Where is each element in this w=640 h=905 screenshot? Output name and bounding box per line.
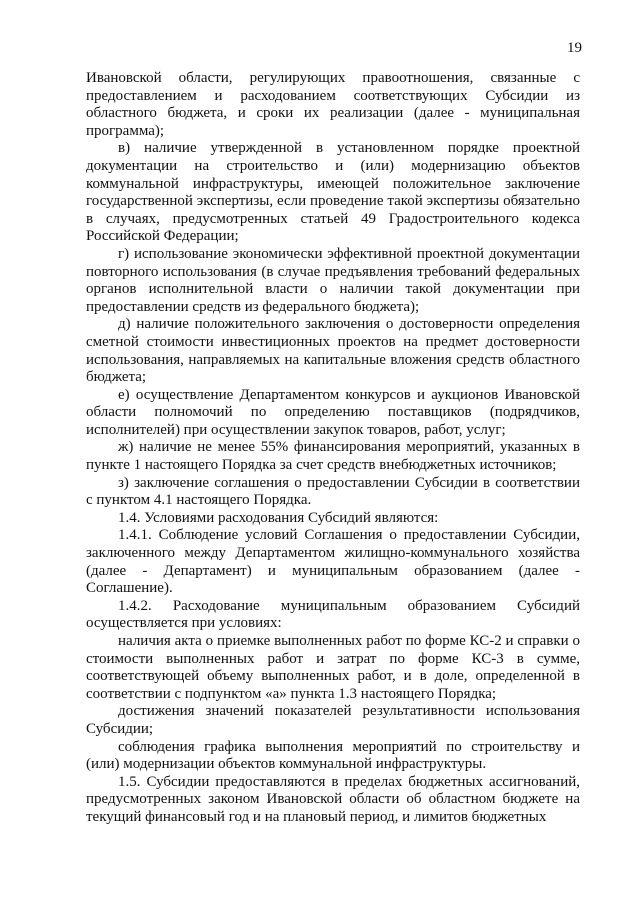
paragraph-1-4-1: 1.4.1. Соблюдение условий Соглашения о предоставлении Субсидии, заключенного между Департаментом жилищно-коммунального хозяйства (далее - Департамент) и муниципальным образованием (далее - Соглашение).	[86, 527, 580, 597]
paragraph-item-g: г) использование экономически эффективной проектной документации повторного использования (в случае предъявления требований федеральных органов исполнительной власти о наличии такой документации при предоставлении средств из федерального бюджета);	[86, 245, 580, 315]
paragraph-municipal-program: Ивановской области, регулирующих правоотношения, связанные с предоставлением и расходованием соответствующих Субсидии из областного бюджета, и сроки их реализации (далее - муниципальная программа);	[86, 70, 580, 139]
paragraph-condition-indicators: достижения значений показателей результативности использования Субсидии;	[86, 703, 580, 737]
paragraph-item-e: е) осуществление Департаментом конкурсов и аукционов Ивановской области полномочий по определению поставщиков (подрядчиков, исполнителей) при осуществлении закупок товаров, работ, услуг;	[86, 386, 580, 438]
paragraph-1-4-2: 1.4.2. Расходование муниципальным образованием Субсидий осуществляется при условиях:	[86, 597, 580, 632]
document-body	[86, 70, 580, 827]
paragraph-item-v: в) наличие утвержденной в установленном порядке проектной документации на строительство и (или) модернизацию объектов коммунальной инфраструктуры, имеющей положительное заключение государственной экспертизы, если проведение такой экспертизы обязательно в случаях, предусмотренных статьей 49 Градостроительного кодекса Российской Федерации;	[86, 140, 580, 245]
paragraph-1-4: 1.4. Условиями расходования Субсидий являются:	[118, 509, 439, 526]
paragraph-item-zh: ж) наличие не менее 55% финансирования мероприятий, указанных в пункте 1 настоящего Порядка за счет средств внебюджетных источников;	[86, 439, 580, 474]
paragraph-item-z: з) заключение соглашения о предоставлении Субсидии в соответствии с пунктом 4.1 настоящего Порядка.	[86, 474, 580, 509]
paragraph-condition-acts: наличия акта о приемке выполненных работ по форме КС-2 и справки о стоимости выполненных работ и затрат по форме КС-3 в сумме, соответствующей объему выполненных работ, и в доле, определенной в соответствии с подпунктом «а» пункта 1.3 настоящего Порядка;	[86, 633, 580, 702]
page-number: 19	[567, 40, 582, 56]
paragraph-condition-schedule: соблюдения графика выполнения мероприятий по строительству и (или) модернизации объектов коммунальной инфраструктуры.	[86, 738, 580, 773]
paragraph-item-d: д) наличие положительного заключения о достоверности определения сметной стоимости инвестиционных проектов на предмет достоверности использования, направляемых на капитальные вложения средств областного бюджета;	[86, 316, 580, 386]
paragraph-1-5: 1.5. Субсидии предоставляются в пределах бюджетных ассигнований, предусмотренных законом Ивановской области об областном бюджете на текущий финансовый год и на плановый период, и лимитов бюджетных	[86, 773, 580, 825]
